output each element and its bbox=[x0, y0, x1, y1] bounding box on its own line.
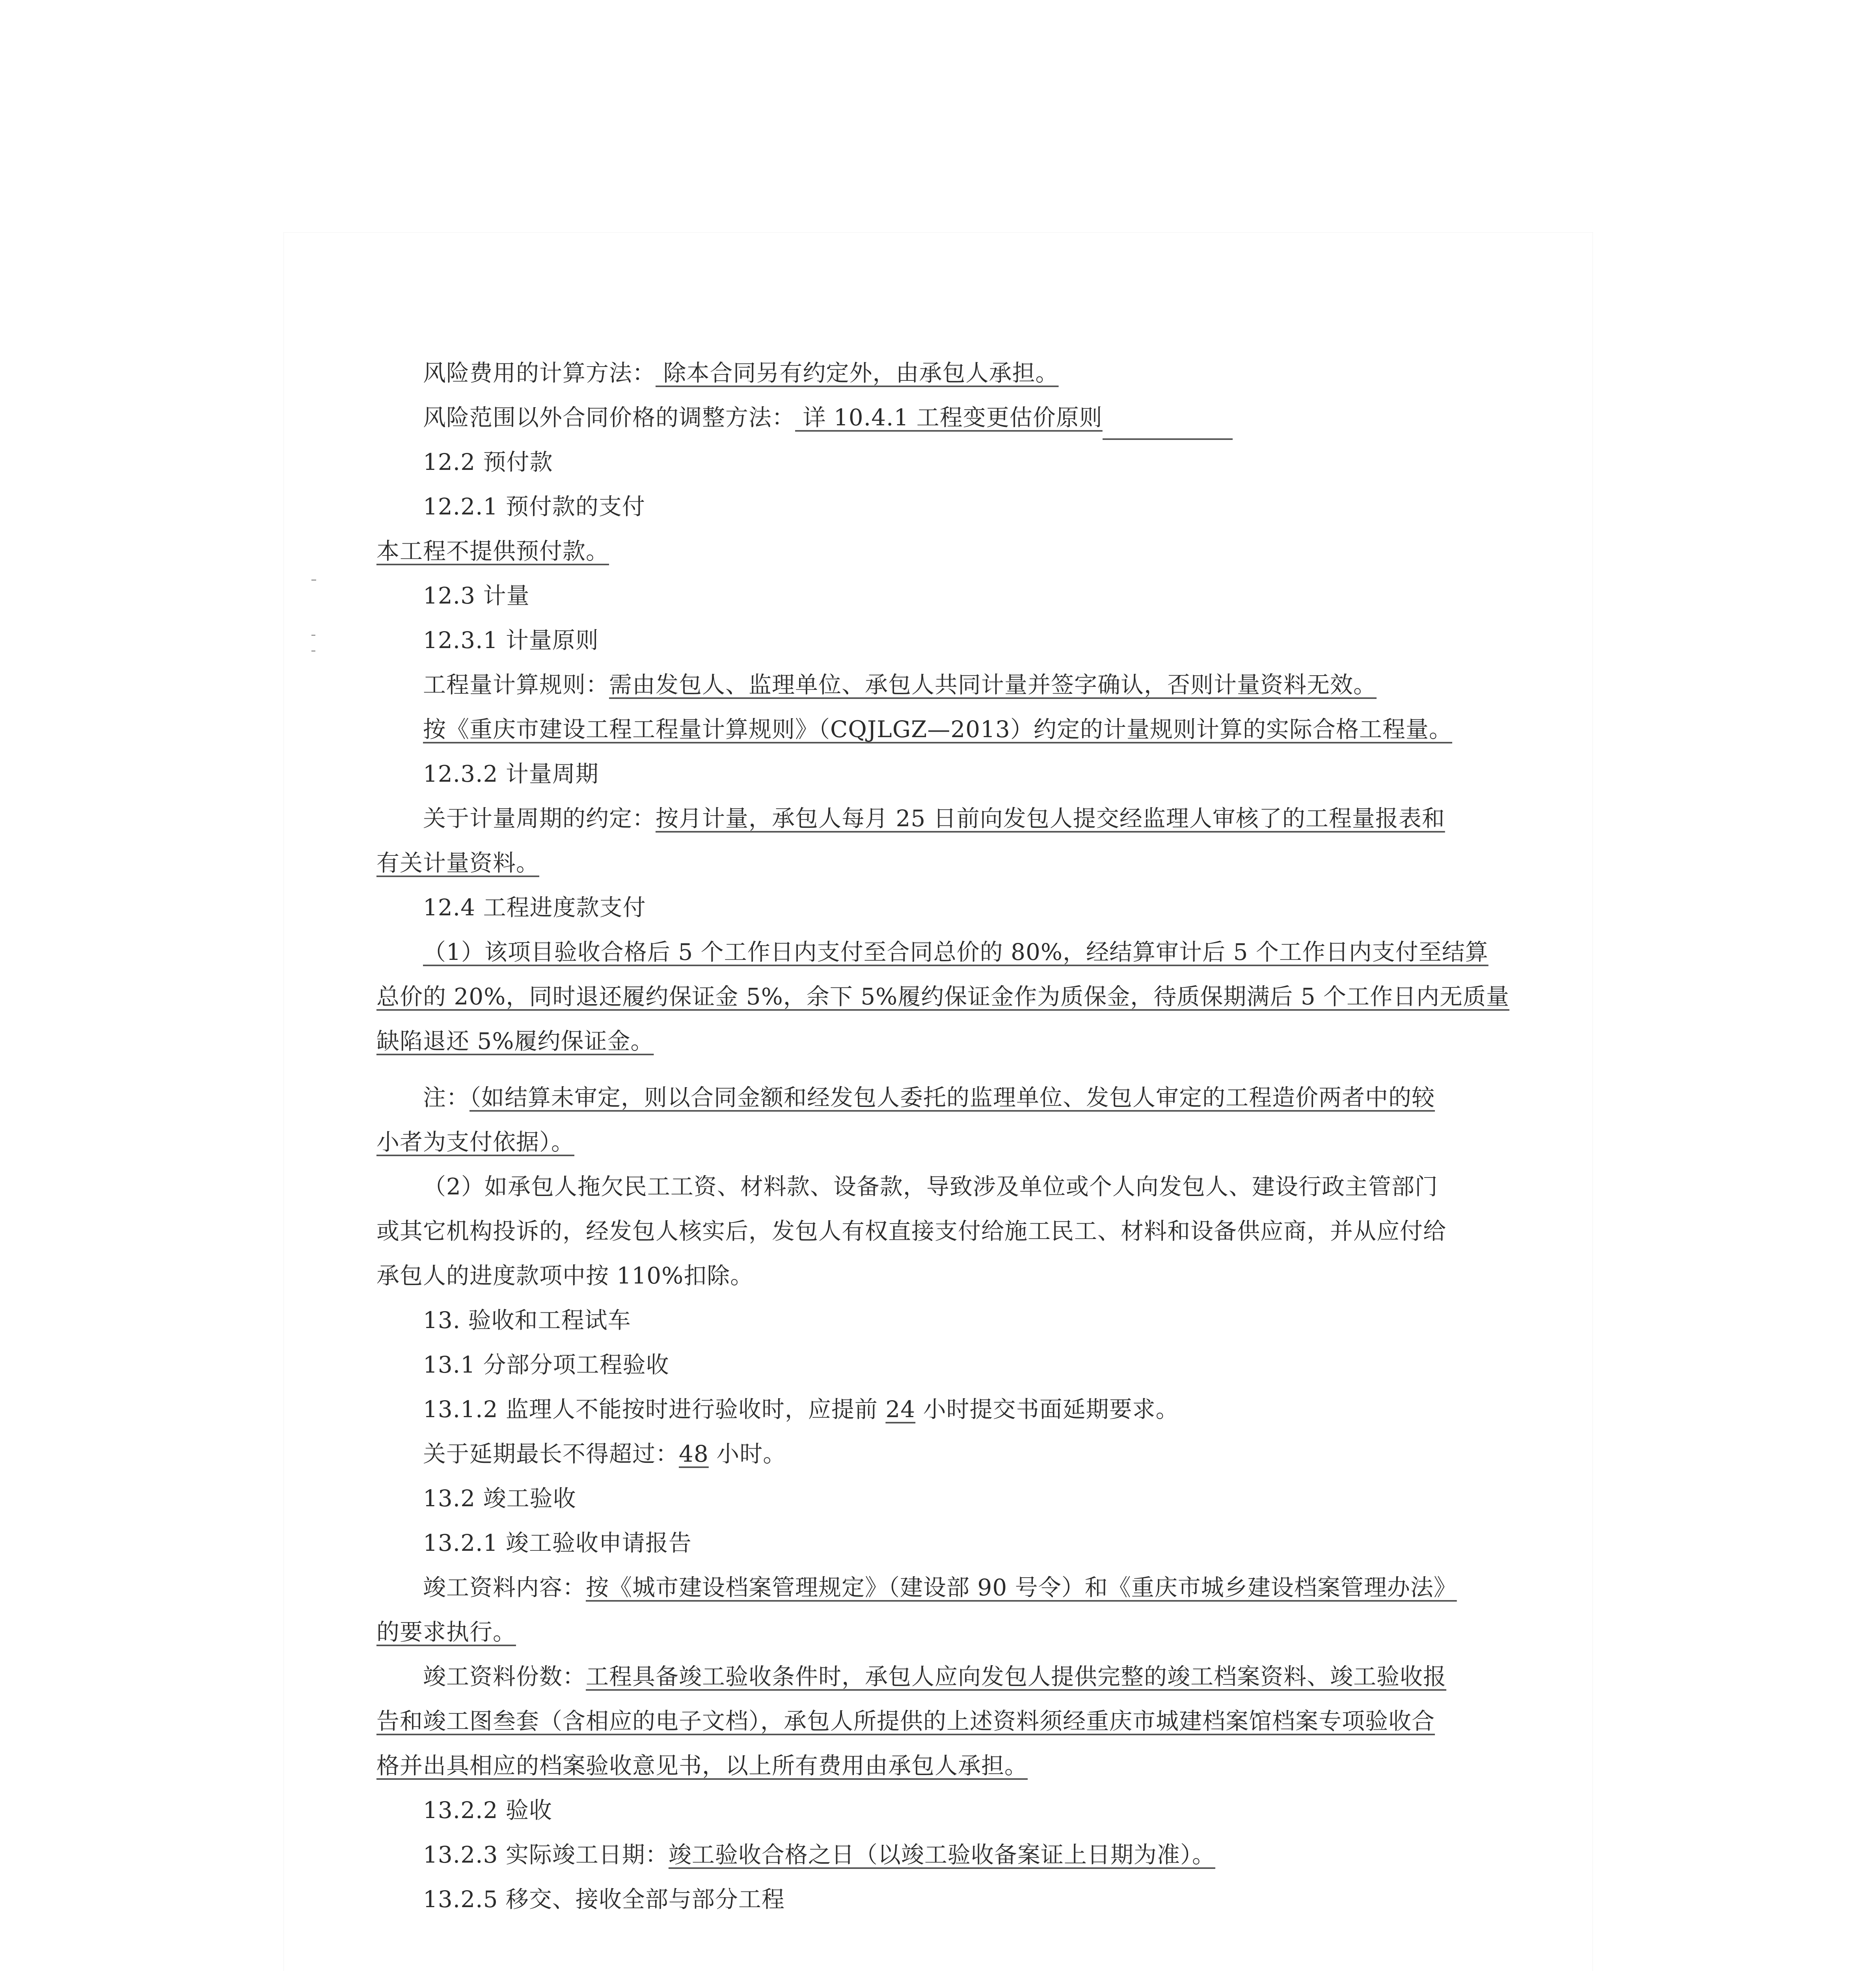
text-line bbox=[376, 974, 1510, 1019]
clause-text: 小时。 bbox=[708, 1440, 786, 1467]
clause-text: 或其它机构投诉的，经发包人核实后，发包人有权直接支付给施工民工、材料和设备供应商，并从应付给 bbox=[376, 1218, 1447, 1244]
filled-text: 格并出具相应的档案验收意见书，以上所有费用由承包人承担。 bbox=[376, 1752, 1028, 1779]
filled-text: 缺陷退还 5%履约保证金。 bbox=[376, 1028, 654, 1054]
text-line bbox=[376, 1610, 1441, 1654]
blank-underline bbox=[1103, 407, 1233, 440]
clause-text: 风险范围以外合同价格的调整方法： bbox=[423, 404, 795, 431]
clause-text: 13.2 竣工验收 bbox=[423, 1485, 576, 1512]
text-line bbox=[376, 1120, 1441, 1164]
filled-text: 竣工验收合格之日（以竣工验收备案证上日期为准）。 bbox=[668, 1841, 1215, 1868]
clause-text: 小时提交书面延期要求。 bbox=[915, 1396, 1179, 1423]
filled-text: 需由发包人、监理单位、承包人共同计量并签字确认，否则计量资料无效。 bbox=[609, 671, 1377, 698]
filled-text: 工程具备竣工验收条件时，承包人应向发包人提供完整的竣工档案资料、竣工验收报 bbox=[586, 1663, 1447, 1690]
text-line bbox=[376, 1833, 1441, 1877]
document-body bbox=[376, 351, 1510, 1922]
text-line bbox=[376, 1075, 1441, 1120]
text-line bbox=[376, 752, 1441, 796]
text-line bbox=[376, 885, 1441, 930]
text-line bbox=[376, 1788, 1441, 1833]
text-line bbox=[376, 395, 1441, 440]
filled-text: 告和竣工图叁套（含相应的电子文档），承包人所提供的上述资料须经重庆市城建档案馆档案专项验收合 bbox=[376, 1708, 1435, 1734]
clause-text: 12.2 预付款 bbox=[423, 449, 553, 475]
text-line bbox=[376, 1744, 1441, 1788]
clause-text: 12.2.1 预付款的支付 bbox=[423, 493, 645, 520]
scan-mark bbox=[311, 579, 316, 581]
text-line bbox=[376, 1521, 1441, 1565]
clause-text: 13. 验收和工程试车 bbox=[423, 1307, 631, 1334]
clause-text: （2）如承包人拖欠民工工资、材料款、设备款，导致涉及单位或个人向发包人、建设行政主管部门 bbox=[423, 1173, 1438, 1200]
filled-text: 有关计量资料。 bbox=[376, 850, 540, 876]
text-line bbox=[376, 1209, 1447, 1254]
clause-text: 12.4 工程进度款支付 bbox=[423, 894, 646, 921]
clause-text: 承包人的进度款项中按 110%扣除。 bbox=[376, 1262, 754, 1289]
filled-text: 的要求执行。 bbox=[376, 1619, 516, 1645]
filled-text: 48 bbox=[679, 1440, 709, 1467]
text-line bbox=[376, 1654, 1447, 1699]
clause-text: 13.1.2 监理人不能按时进行验收时，应提前 bbox=[423, 1396, 886, 1423]
filled-text: 小者为支付依据）。 bbox=[376, 1129, 575, 1155]
filled-text: 按《重庆市建设工程工程量计算规则》（CQJLGZ—2013）约定的计量规则计算的实际合格工程量。 bbox=[423, 716, 1452, 743]
filled-text: 按《城市建设档案管理规定》（建设部 90 号令）和《重庆市城乡建设档案管理办法》 bbox=[586, 1574, 1457, 1601]
text-line bbox=[376, 707, 1452, 752]
clause-text: 13.2.5 移交、接收全部与部分工程 bbox=[423, 1886, 785, 1913]
text-line bbox=[376, 930, 1489, 974]
clause-text: 13.2.2 验收 bbox=[423, 1797, 552, 1824]
document-page bbox=[284, 233, 1593, 1971]
clause-text: 工程量计算规则： bbox=[423, 671, 609, 698]
filled-text: 24 bbox=[885, 1396, 916, 1423]
clause-text: 竣工资料内容： bbox=[423, 1574, 586, 1601]
text-line bbox=[376, 796, 1445, 841]
text-line bbox=[376, 484, 1441, 529]
clause-text: 风险费用的计算方法： bbox=[423, 360, 656, 386]
filled-text: 按月计量，承包人每月 25 日前向发包人提交经监理人审核了的工程量报表和 bbox=[656, 805, 1445, 832]
clause-text: 关于计量周期的约定： bbox=[423, 805, 656, 832]
text-line bbox=[376, 1254, 1441, 1298]
clause-text: 注： bbox=[423, 1084, 470, 1111]
clause-text: 13.2.1 竣工验收申请报告 bbox=[423, 1529, 692, 1556]
text-line bbox=[376, 618, 1441, 663]
scan-mark bbox=[311, 650, 315, 652]
filled-text: 本工程不提供预付款。 bbox=[376, 538, 609, 564]
text-line bbox=[376, 574, 1441, 618]
filled-text: 详 10.4.1 工程变更估价原则 bbox=[795, 404, 1103, 431]
text-line bbox=[376, 440, 1441, 484]
filled-text: （如结算未审定，则以合同金额和经发包人委托的监理单位、发包人审定的工程造价两者中的较 bbox=[469, 1084, 1435, 1111]
clause-text: 12.3 计量 bbox=[423, 582, 530, 609]
text-line bbox=[376, 1432, 1441, 1476]
text-line bbox=[376, 841, 1441, 885]
text-line bbox=[376, 1298, 1441, 1343]
clause-text: 12.3.1 计量原则 bbox=[423, 627, 599, 654]
text-line bbox=[376, 1476, 1441, 1521]
text-line bbox=[376, 663, 1441, 707]
text-line bbox=[376, 1019, 1441, 1064]
text-line bbox=[376, 1387, 1441, 1432]
text-line bbox=[376, 529, 1441, 574]
text-line bbox=[376, 1565, 1457, 1610]
filled-text: 总价的 20%，同时退还履约保证金 5%，余下 5%履约保证金作为质保金，待质保期满后 5 个工作日内无质量 bbox=[376, 983, 1510, 1010]
filled-text: 除本合同另有约定外，由承包人承担。 bbox=[656, 360, 1059, 386]
scan-mark bbox=[311, 635, 315, 636]
text-line bbox=[376, 1877, 1441, 1922]
text-line bbox=[376, 1164, 1441, 1209]
filled-text: （1）该项目验收合格后 5 个工作日内支付至合同总价的 80%，经结算审计后 5 个工作日内支付至结算 bbox=[423, 939, 1489, 965]
clause-text: 13.2.3 实际竣工日期： bbox=[423, 1841, 669, 1868]
clause-text: 13.1 分部分项工程验收 bbox=[423, 1351, 669, 1378]
clause-text: 12.3.2 计量周期 bbox=[423, 760, 599, 787]
text-line bbox=[376, 1343, 1441, 1387]
clause-text: 关于延期最长不得超过： bbox=[423, 1440, 679, 1467]
text-line bbox=[376, 351, 1441, 395]
clause-text: 竣工资料份数： bbox=[423, 1663, 586, 1690]
text-line bbox=[376, 1699, 1441, 1744]
